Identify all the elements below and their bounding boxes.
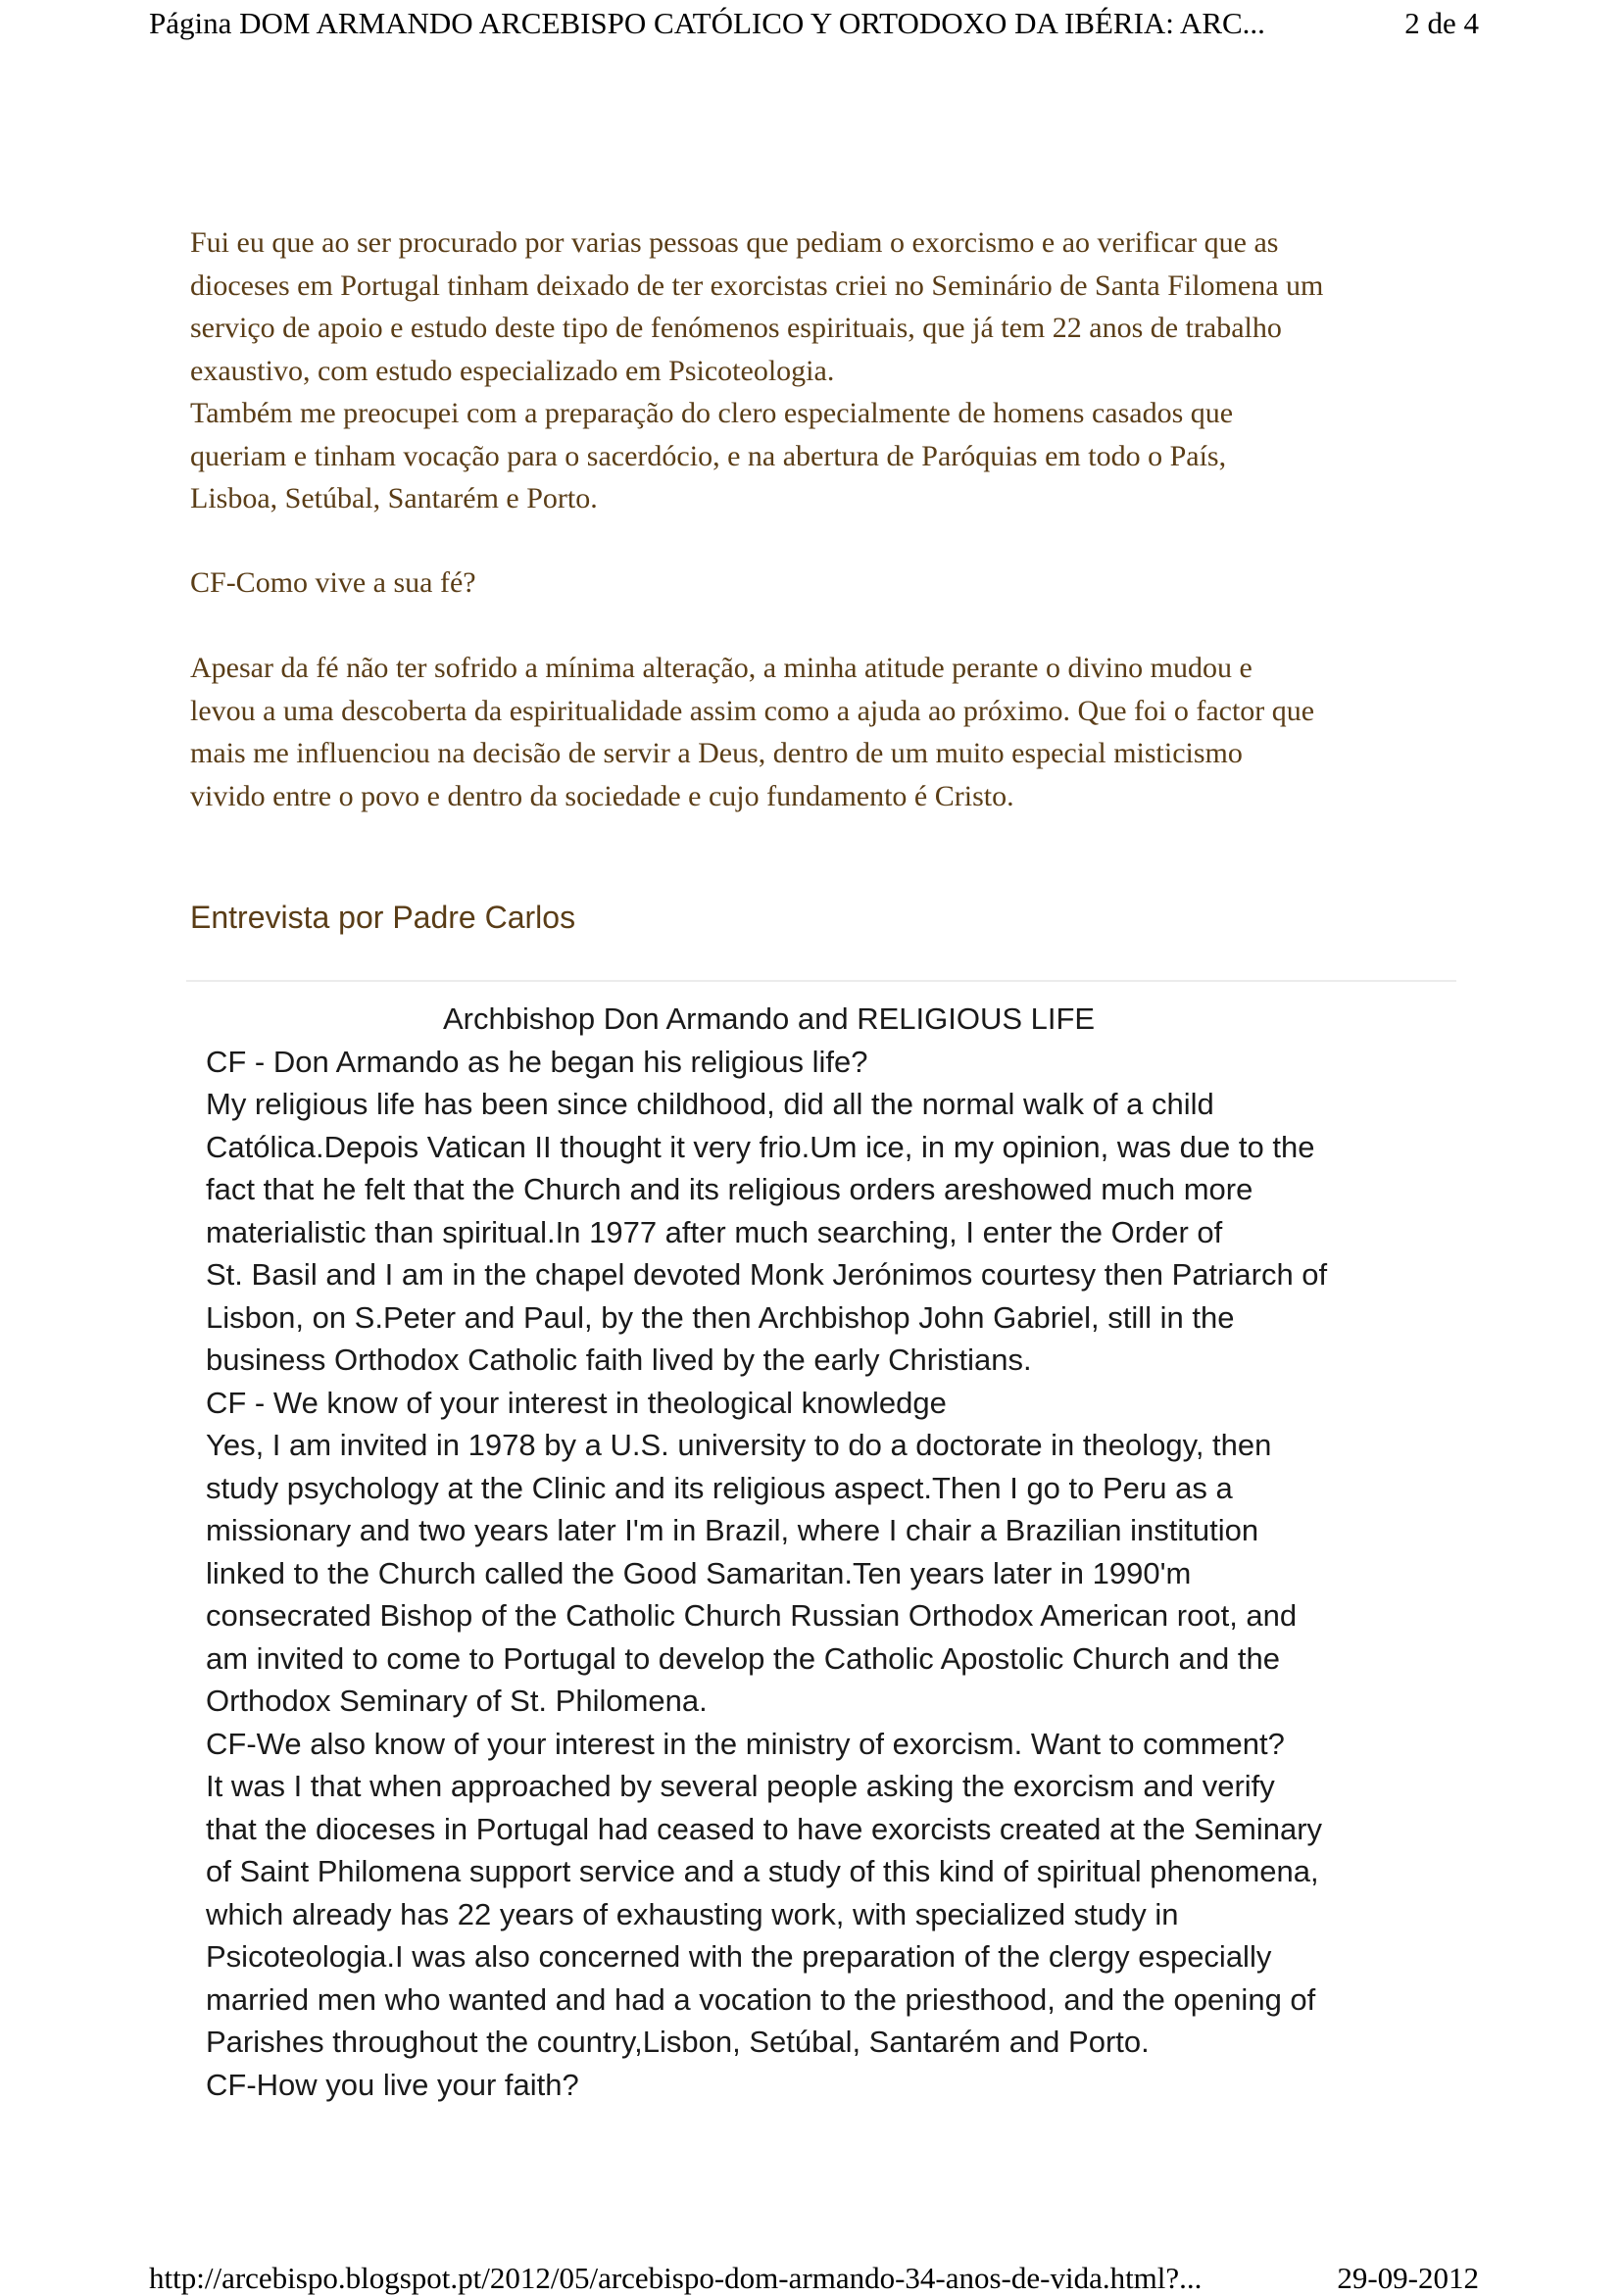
text-line: St. Basil and I am in the chapel devoted Monk Jerónimos courtesy then Patriarch of [206, 1257, 1328, 1292]
text-line: My religious life has been since childhood, did all the normal walk of a child [206, 1087, 1214, 1121]
text-line: Fui eu que ao ser procurado por varias pessoas que pediam o exorcismo e ao verificar que as [190, 226, 1279, 259]
text-line: am invited to come to Portugal to develop the Catholic Apostolic Church and the [206, 1640, 1280, 1676]
text-line: Também me preocupei com a preparação do clero especialmente de homens casados que [190, 397, 1234, 429]
text-line: that the dioceses in Portugal had ceased to have exorcists created at the Seminary [206, 1811, 1323, 1846]
text-line: Apesar da fé não ter sofrido a mínima alteração, a minha atitude perante o divino mudou e [190, 652, 1253, 684]
text-line: missionary and two years later I'm in Brazil, where I chair a Brazilian institution [206, 1513, 1259, 1547]
text-line: business Orthodox Catholic faith lived by the early Christians. [206, 1343, 1032, 1377]
text-line: vivido entre o povo e dentro da sociedade e cujo fundamento é Cristo. [190, 779, 1014, 812]
text-line: CF-Como vive a sua fé? [190, 566, 476, 599]
text-line: CF-How you live your faith? [206, 2067, 579, 2102]
text-line: levou a uma descoberta da espiritualidade assim como a ajuda ao próximo. Que foi o factor que [190, 694, 1315, 727]
text-line: dioceses em Portugal tinham deixado de ter exorcistas criei no Seminário de Santa Filomena um [190, 269, 1324, 302]
portuguese-paragraph-2 [190, 647, 1494, 817]
text-line: of Saint Philomena support service and a study of this kind of spiritual phenomena, [206, 1854, 1319, 1888]
text-line: mais me influenciou na decisão de servir a Deus, dentro de um muito especial misticismo [190, 737, 1243, 769]
text-line: Católica.Depois Vatican II thought it very frio.Um ice, in my opinion, was due to the [206, 1129, 1315, 1164]
text-line: Lisbon, on S.Peter and Paul, by the then Archbishop John Gabriel, still in the [206, 1299, 1235, 1335]
footer-date: 29-09-2012 [1337, 2261, 1479, 2295]
text-line: Lisboa, Setúbal, Santarém e Porto. [190, 482, 598, 514]
text-line: It was I that when approached by several people asking the exorcism and verify [206, 1769, 1275, 1803]
text-line: married men who wanted and had a vocation to the priesthood, and the opening of [206, 1981, 1316, 2017]
text-line: study psychology at the Clinic and its religious aspect.Then I go to Peru as a [206, 1470, 1233, 1505]
text-line: fact that he felt that the Church and its religious orders areshowed much more [206, 1172, 1253, 1206]
text-line: CF - Don Armando as he began his religious life? [206, 1044, 868, 1079]
text-line: Parishes throughout the country,Lisbon, Setúbal, Santarém and Porto. [206, 2025, 1150, 2059]
header-page-number: 2 de 4 [1404, 6, 1479, 40]
text-line: CF - We know of your interest in theological knowledge [206, 1385, 947, 1420]
footer-url: http://arcebispo.blogspot.pt/2012/05/arcebispo-dom-armando-34-anos-de-vida.html?... [149, 2261, 1203, 2295]
divider [186, 980, 1456, 982]
text-line: linked to the Church called the Good Samaritan.Ten years later in 1990'm [206, 1555, 1192, 1590]
text-line: consecrated Bishop of the Catholic Church Russian Orthodox American root, and [206, 1598, 1298, 1633]
text-line: Orthodox Seminary of St. Philomena. [206, 1684, 708, 1718]
byline: Entrevista por Padre Carlos [190, 900, 576, 935]
header-title: Página DOM ARMANDO ARCEBISPO CATÓLICO Y ORTODOXO DA IBÉRIA: ARC... [149, 6, 1265, 40]
text-line: Psicoteologia.I was also concerned with the preparation of the clergy especially [206, 1939, 1272, 1974]
portuguese-question [190, 562, 1494, 605]
text-line: materialistic than spiritual.In 1977 after much searching, I enter the Order of [206, 1214, 1223, 1249]
text-line: Yes, I am invited in 1978 by a U.S. university to do a doctorate in theology, then [206, 1428, 1272, 1462]
text-line: CF-We also know of your interest in the ministry of exorcism. Want to comment? [206, 1726, 1285, 1761]
translation-title: Archbishop Don Armando and RELIGIOUS LIFE [443, 1001, 1096, 1036]
text-line: queriam e tinham vocação para o sacerdócio, e na abertura de Paróquias em todo o País, [190, 439, 1227, 472]
text-line: serviço de apoio e estudo deste tipo de fenómenos espirituais, que já tem 22 anos de trabalho [190, 312, 1282, 344]
english-translation [206, 998, 1499, 2106]
text-line: exaustivo, com estudo especializado em Psicoteologia. [190, 354, 835, 387]
text-line: which already has 22 years of exhausting work, with specialized study in [206, 1896, 1179, 1931]
portuguese-paragraph-1 [190, 221, 1494, 520]
